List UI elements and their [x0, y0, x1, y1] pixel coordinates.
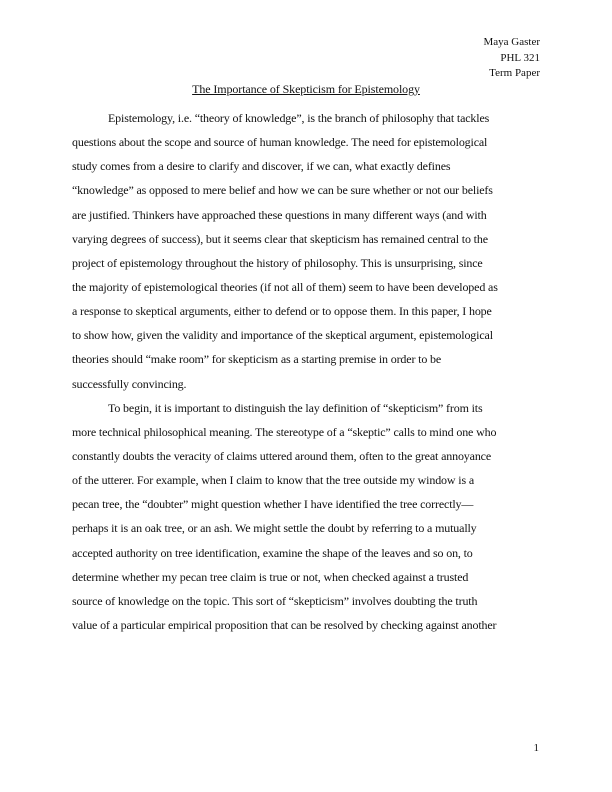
paragraph-1-line: varying degrees of success), but it seems clear that skepticism has remained central to the: [72, 231, 488, 246]
paragraph-2-line: constantly doubts the veracity of claims uttered around them, often to the great annoyance: [72, 448, 492, 463]
paragraph-1-line: study comes from a desire to clarify and discover, if we can, what exactly defines: [72, 159, 451, 174]
paragraph-1-line: the majority of epistemological theories (if not all of them) seem to have been developed as: [72, 279, 498, 294]
paragraph-1-line: “knowledge” as opposed to mere belief and how we can be sure whether or not our beliefs: [72, 183, 493, 198]
paragraph-2-line: To begin, it is important to distinguish the lay definition of “skepticism” from its: [108, 400, 483, 415]
paragraph-2-line: value of a particular empirical proposition that can be resolved by checking against another: [72, 617, 497, 632]
course-code: PHL 321: [500, 51, 540, 64]
paragraph-2-line: accepted authority on tree identification, examine the shape of the leaves and so on, to: [72, 545, 473, 560]
paragraph-2-line: more technical philosophical meaning. The stereotype of a “skeptic” calls to mind one who: [72, 424, 497, 439]
paragraph-1-line: questions about the scope and source of human knowledge. The need for epistemological: [72, 135, 488, 150]
paragraph-1-line: are justified. Thinkers have approached these questions in many different ways (and with: [72, 207, 487, 222]
paragraph-2-line: determine whether my pecan tree claim is true or not, when checked against a trusted: [72, 569, 469, 584]
paragraph-2-line: pecan tree, the “doubter” might question whether I have identified the tree correctly—: [72, 497, 474, 512]
paragraph-1-line: a response to skeptical arguments, either to defend or to oppose them. In this paper, I hope: [72, 304, 492, 319]
author-name: Maya Gaster: [483, 36, 540, 48]
paragraph-2-line: of the utterer. For example, when I claim to know that the tree outside my window is a: [72, 473, 474, 488]
paragraph-1-line: Epistemology, i.e. “theory of knowledge”, is the branch of philosophy that tackles: [108, 111, 490, 125]
paragraph-1-line: theories should “make room” for skepticism as a starting premise in order to be: [72, 352, 442, 367]
page-number: 1: [533, 742, 539, 754]
paper-body: [72, 106, 542, 637]
paper-title: The Importance of Skepticism for Epistemology: [192, 82, 420, 96]
paragraph-1-line: successfully convincing.: [72, 376, 187, 391]
header-block: [483, 35, 540, 82]
paragraph-1-line: to show how, given the validity and importance of the skeptical argument, epistemological: [72, 328, 493, 343]
document-type: Term Paper: [489, 67, 540, 79]
paragraph-2-line: source of knowledge on the topic. This sort of “skepticism” involves doubting the truth: [72, 593, 478, 608]
paragraph-1-line: project of epistemology throughout the history of philosophy. This is unsurprising, since: [72, 255, 483, 270]
paragraph-2-line: perhaps it is an oak tree, or an ash. We might settle the doubt by referring to a mutually: [72, 521, 477, 536]
